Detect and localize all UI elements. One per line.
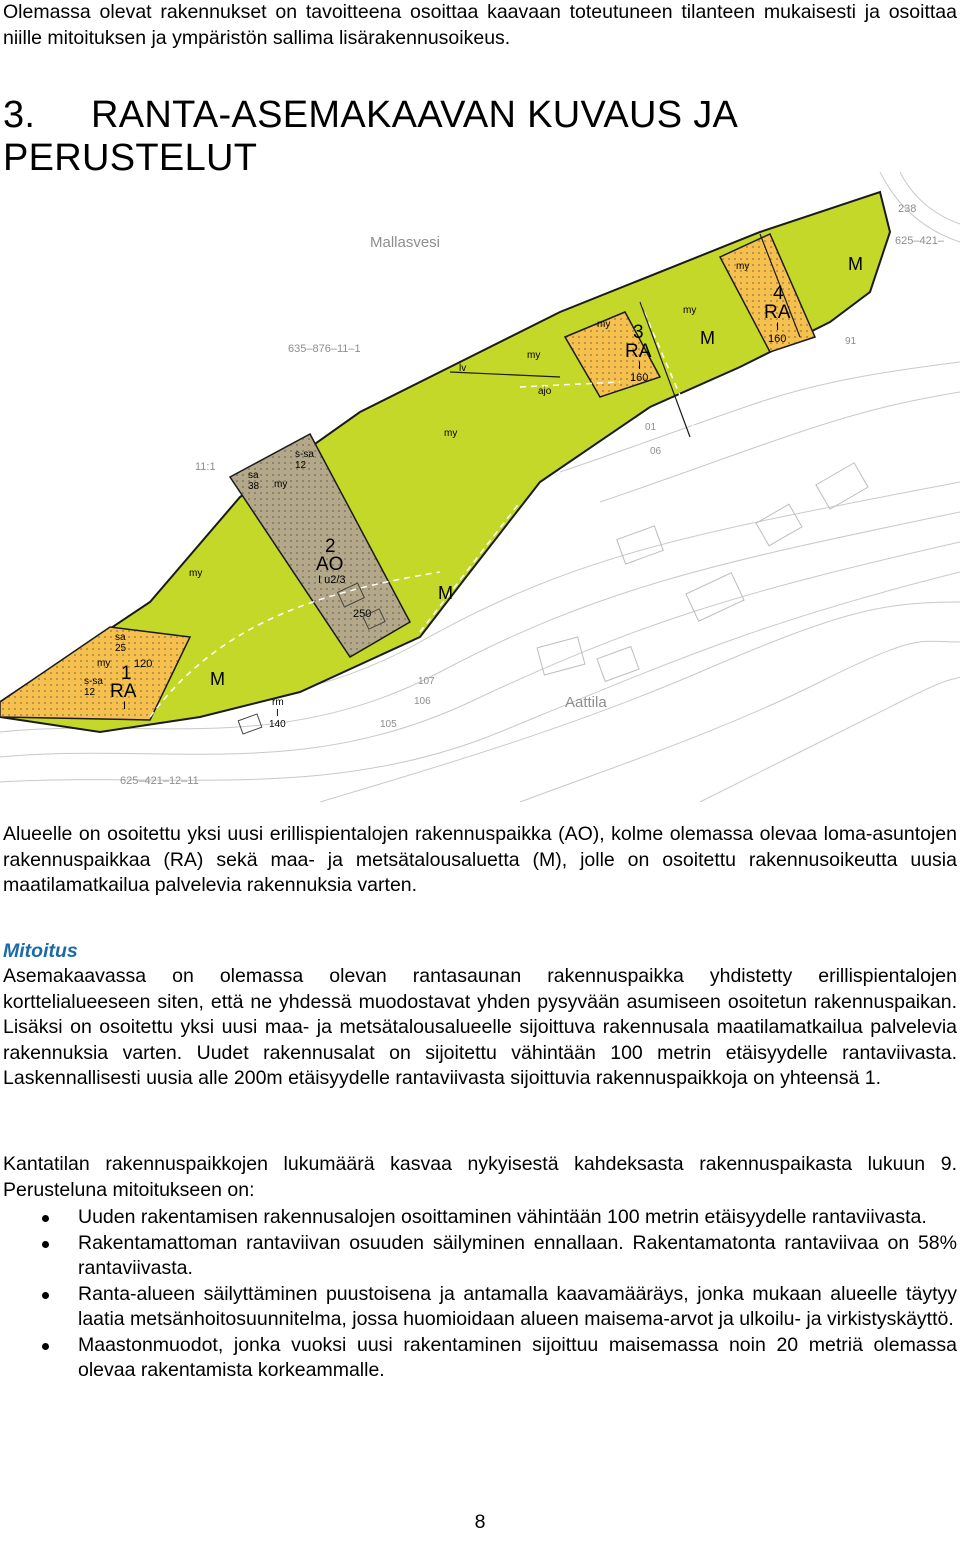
parcel-code-3: 625–421–12–11 bbox=[120, 775, 199, 787]
mitoitus-heading: Mitoitus bbox=[3, 940, 78, 962]
list-item bbox=[3, 1282, 957, 1333]
place-name: Aattila bbox=[565, 694, 607, 711]
my-label-8: my bbox=[97, 658, 111, 669]
contour-number-1: 105 bbox=[380, 719, 397, 730]
section-number: 3. bbox=[3, 94, 36, 136]
lv-label: lv bbox=[459, 363, 467, 374]
list-item bbox=[3, 1231, 957, 1282]
ajo-label: ajo bbox=[538, 386, 552, 397]
ssa-12-label-2: 12 bbox=[295, 460, 307, 471]
ssa-12-label-1: 12 bbox=[84, 687, 96, 698]
my-label-2: my bbox=[683, 305, 697, 316]
zone-4-area: 160 bbox=[768, 333, 787, 345]
bullet-dot bbox=[42, 1241, 49, 1248]
zone-3-number: 3 bbox=[633, 322, 644, 343]
m-label-3: M bbox=[438, 583, 453, 603]
zone-1-floors: I bbox=[123, 700, 127, 712]
zone-1-code: RA bbox=[110, 681, 137, 702]
rm-label: rm bbox=[272, 697, 284, 708]
m-label-4: M bbox=[210, 669, 225, 689]
bullet-dot bbox=[42, 1215, 49, 1222]
zone-4-code: RA bbox=[764, 302, 791, 323]
list-item-text: Rakentamattoman rantaviivan osuuden säilyminen ennallaan. Rakentamatonta rantaviivaa on 58% rantaviivasta. bbox=[78, 1231, 957, 1279]
list-item-text: Ranta-alueen säilyttäminen puustoisena ja antamalla kaavamääräys, jonka mukaan alueelle täytyy laatia metsänhoitosuunnitelma, jossa huomioidaan alueen maisema-arvot ja ulkoilu- ja virkistyskäyttö. bbox=[78, 1282, 957, 1330]
contour-number-5: 06 bbox=[650, 446, 662, 457]
ssa-label-1: s-sa bbox=[84, 676, 103, 687]
zone-4-floors: I bbox=[776, 321, 780, 333]
section-heading bbox=[3, 94, 960, 180]
m-label-1: M bbox=[848, 254, 863, 274]
bullet-dot bbox=[42, 1343, 49, 1350]
zone-3-floors: I bbox=[638, 360, 642, 372]
lake-name: Mallasvesi bbox=[370, 234, 441, 251]
zone-1-area: 120 bbox=[134, 658, 153, 670]
sa-38-label: 38 bbox=[248, 481, 260, 492]
contour-number-2: 106 bbox=[414, 696, 431, 707]
zone-4-number: 4 bbox=[773, 283, 784, 304]
contour-number-3: 107 bbox=[418, 676, 435, 687]
justification-list bbox=[3, 1205, 957, 1384]
zoning-map-svg bbox=[0, 172, 960, 802]
rm-area: 140 bbox=[269, 719, 286, 730]
my-label-1: my bbox=[736, 261, 750, 272]
parcel-code-4: 11:1 bbox=[195, 461, 216, 473]
zone-2-area: 250 bbox=[353, 608, 372, 620]
parcel-code-1: 635–876–11–1 bbox=[288, 343, 361, 355]
rm-floors: I bbox=[276, 708, 279, 719]
contour-number-4: 01 bbox=[645, 422, 657, 433]
intro-paragraph: Olemassa olevat rakennukset on tavoitteena osoittaa kaavaan toteutuneen tilanteen mukaisesti ja osoittaa niille mitoituksen ja ympäristön sallima lisärakennusoikeus. bbox=[3, 1, 957, 49]
ssa-label-2: s-sa bbox=[295, 449, 314, 460]
list-item bbox=[3, 1205, 957, 1231]
sa-label-1: sa bbox=[115, 632, 126, 643]
my-label-5: my bbox=[444, 428, 458, 439]
zone-2-code: AO bbox=[316, 554, 344, 575]
sa-25-label: 25 bbox=[115, 643, 127, 654]
page-number: 8 bbox=[474, 1511, 486, 1533]
m-label-2: M bbox=[700, 328, 715, 348]
section-title: RANTA-ASEMAKAAVAN KUVAUS JA PERUSTELUT bbox=[3, 94, 737, 179]
kantatila-paragraph: Kantatilan rakennuspaikkojen lukumäärä kasvaa nykyisestä kahdeksasta rakennuspaikasta lukuun 9. Perusteluna mitoitukseen on: bbox=[3, 1153, 957, 1201]
zone-2-number: 2 bbox=[325, 536, 336, 557]
bullet-dot bbox=[42, 1292, 49, 1299]
parcel-code-2: 625–421– bbox=[895, 235, 944, 247]
list-item-text: Maastonmuodot, jonka vuoksi uusi rakentaminen sijoittuu maisemassa noin 20 metriä olemassa olevaa rakentamista korkeammalle. bbox=[78, 1333, 957, 1381]
contour-number-6: 91 bbox=[845, 336, 857, 347]
my-label-3: my bbox=[597, 319, 611, 330]
sa-label-2: sa bbox=[248, 470, 259, 481]
zoning-map bbox=[0, 172, 960, 802]
list-item bbox=[3, 1333, 957, 1384]
mitoitus-paragraph: Asemakaavassa on olemassa olevan rantasaunan rakennuspaikka yhdistetty erillispientalojen korttelialueeseen siten, että ne yhdessä muodostavat yhden pysyvään asumiseen osoitetun rakennuspaikan. Lisäksi on osoitettu yksi uusi maa- ja metsätalousalueelle sijoittuva rakennusala maatilamatkailua palvelevia rakennuksia varten. Uudet rakennusalat on sijoitettu vähintään 100 metrin etäisyydelle rantaviivasta. Laskennallisesti uusia alle 200m etäisyydelle rantaviivasta sijoittuvia rakennuspaikkoja on yhteensä 1. bbox=[3, 965, 957, 1089]
zone-3-code: RA bbox=[625, 341, 652, 362]
parcel-code-5: 238 bbox=[898, 203, 917, 215]
my-label-4: my bbox=[527, 350, 541, 361]
outside-buildings bbox=[537, 463, 868, 682]
zone-2-floors: I u2/3 bbox=[318, 574, 346, 586]
my-label-6: my bbox=[274, 479, 288, 490]
zone-1-number: 1 bbox=[121, 663, 132, 684]
list-item-text: Uuden rakentamisen rakennusalojen osoittaminen vähintään 100 metrin etäisyydelle rantaviivasta. bbox=[78, 1206, 927, 1228]
description-paragraph: Alueelle on osoitettu yksi uusi erillispientalojen rakennuspaikka (AO), kolme olemassa olevaa loma-asuntojen rakennuspaikkaa (RA) sekä maa- ja metsätalousaluetta (M), jolle on osoitettu rakennusoikeutta uusia maatilamatkailua palvelevia rakennuksia varten. bbox=[3, 823, 957, 896]
zone-3-area: 160 bbox=[630, 372, 649, 384]
my-label-7: my bbox=[189, 568, 203, 579]
